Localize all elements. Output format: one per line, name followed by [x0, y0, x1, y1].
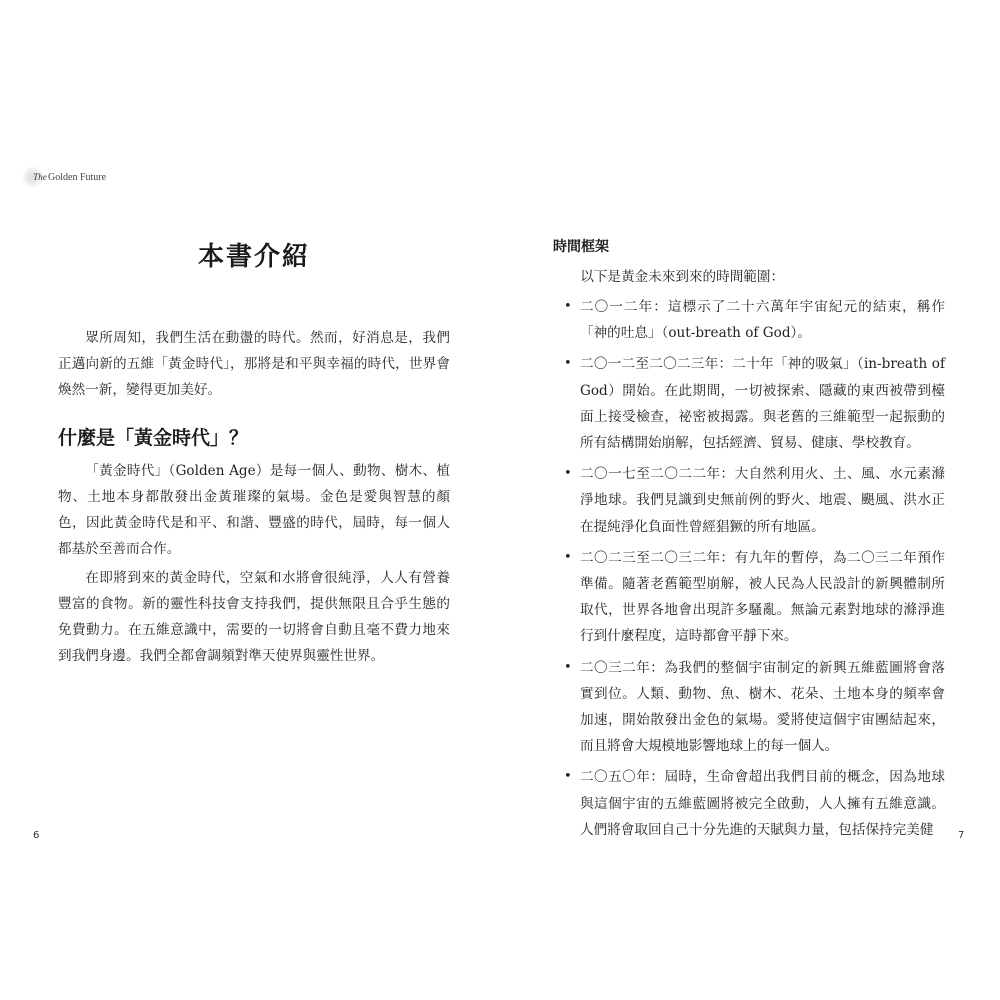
bullet-icon: •	[564, 356, 572, 372]
timeline-item	[553, 351, 945, 456]
timeline-item	[553, 655, 945, 760]
running-header	[22, 166, 106, 188]
bullet-icon: •	[564, 299, 572, 314]
bullet-icon: •	[564, 659, 572, 675]
left-page	[58, 236, 450, 669]
right-page	[553, 236, 945, 848]
timeline-heading: 時間框架	[553, 239, 609, 255]
section-subheading: 什麼是「黃金時代」？	[58, 427, 249, 449]
sunburst-ornament-icon	[22, 166, 47, 188]
timeline-item	[553, 764, 945, 843]
page-number-left: 6	[33, 830, 40, 841]
timeline-list	[553, 294, 945, 843]
bullet-icon: •	[564, 769, 572, 785]
timeline-item	[553, 545, 945, 650]
header-ornament-text: The	[33, 172, 47, 182]
intro-paragraph: 眾所周知，我們生活在動盪的時代。然而，好消息是，我們正邁向新的五維「黃金時代」，那將是和平與幸福的時代，世界會煥然一新，變得更加美好。	[58, 330, 450, 398]
bullet-icon: •	[564, 466, 572, 482]
timeline-item	[553, 461, 945, 540]
header-title: Golden Future	[48, 171, 107, 183]
body-paragraph: 在即將到來的黃金時代，空氣和水將會很純淨，人人有營養豐富的食物。新的靈性科技會支持我們，提供無限且合乎生態的免費動力。在五維意識中，需要的一切將會自動且毫不費力地來到我們身邊。我們全都會調頻對準天使界與靈性世界。	[58, 570, 450, 664]
timeline-item-text: 二〇一七至二〇二二年：大自然利用火、土、風、水元素滌淨地球。我們見識到史無前例的野火、地震、颶風、洪水正在提純淨化負面性曾經猖獗的所有地區。	[580, 466, 945, 535]
bullet-icon: •	[564, 549, 572, 565]
page-title: 本書介紹	[197, 242, 310, 272]
timeline-item-text: 二〇一二年：這標示了二十六萬年宇宙紀元的結束，稱作「神的吐息」（out-breath of God）。	[580, 299, 945, 342]
page-number-right: 7	[958, 830, 965, 841]
timeline-item-text: 二〇五〇年：屆時，生命會超出我們目前的概念，因為地球與這個宇宙的五維藍圖將被完全啟動，人人擁有五維意識。人們將會取回自己十分先進的天賦與力量，包括保持完美健	[580, 769, 945, 838]
timeline-item-text: 二〇三二年：為我們的整個宇宙制定的新興五維藍圖將會落實到位。人類、動物、魚、樹木、花朵、土地本身的頻率會加速，開始散發出金色的氣場。愛將使這個宇宙團結起來，而且將會大規模地影響地球上的每一個人。	[580, 659, 945, 755]
timeline-item-text: 二〇一二至二〇二三年：二十年「神的吸氣」（in-breath of God）開始。在此期間，一切被探索、隱藏的東西被帶到檯面上接受檢查，祕密被揭露。與老舊的三維範型一起振動的所有結構開始崩解，包括經濟、貿易、健康、學校教育。	[580, 356, 945, 452]
body-paragraph: 「黃金時代」（Golden Age）是每一個人、動物、樹木、植物、土地本身都散發出金黃璀璨的氣場。金色是愛與智慧的顏色，因此黃金時代是和平、和諧、豐盛的時代，屆時，每一個人都基於至善而合作。	[58, 463, 450, 557]
timeline-item	[553, 294, 945, 346]
timeline-item-text: 二〇二三至二〇三二年：有九年的暫停，為二〇三二年預作準備。隨著老舊範型崩解，被人民為人民設計的新興體制所取代，世界各地會出現許多騷亂。無論元素對地球的滌淨進行到什麼程度，這時都會平靜下來。	[580, 549, 945, 645]
timeline-intro: 以下是黃金未來到來的時間範圍：	[580, 269, 785, 285]
